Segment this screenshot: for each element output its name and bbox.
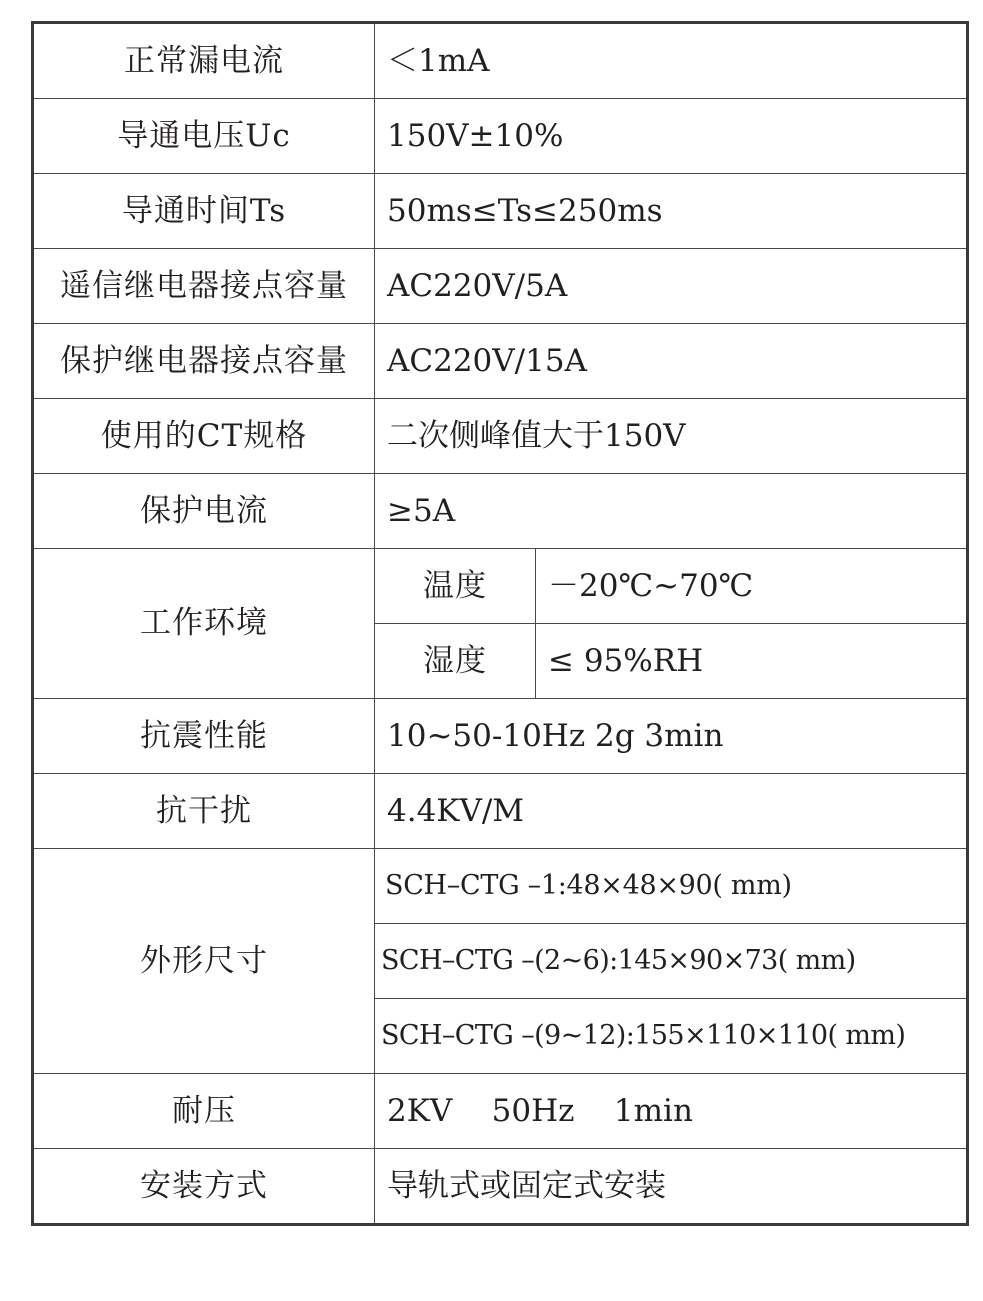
table-row-protection-relay-capacity (33, 324, 968, 399)
dimension-value: SCH–CTG –1:48×48×90( mm) (375, 849, 968, 924)
row-value: ≥5A (375, 474, 968, 549)
row-label: 外形尺寸 (33, 849, 375, 1074)
row-value: 2KV 50Hz 1min (375, 1074, 968, 1149)
row-label: 抗干扰 (33, 774, 375, 849)
dimension-value: SCH–CTG –(9~12):155×110×110( mm) (375, 999, 968, 1074)
table-row-conduction-voltage (33, 99, 968, 174)
row-label: 导通时间Ts (33, 174, 375, 249)
row-value: 4.4KV/M (375, 774, 968, 849)
sub-value-temperature: －20℃~70℃ (536, 549, 968, 624)
table-row-seismic (33, 699, 968, 774)
row-label: 使用的CT规格 (33, 399, 375, 474)
row-label: 耐压 (33, 1074, 375, 1149)
table-row-installation (33, 1149, 968, 1225)
row-label: 正常漏电流 (33, 23, 375, 99)
sub-label-humidity: 湿度 (375, 624, 536, 699)
table-row-interference (33, 774, 968, 849)
table-row-dimensions-1 (33, 849, 968, 924)
table-row-conduction-time (33, 174, 968, 249)
row-value: 50ms≤Ts≤250ms (375, 174, 968, 249)
spec-table (31, 21, 969, 1226)
row-value: 导轨式或固定式安装 (375, 1149, 968, 1225)
row-label: 保护电流 (33, 474, 375, 549)
row-value: AC220V/15A (375, 324, 968, 399)
row-value: ＜1mA (375, 23, 968, 99)
row-label: 遥信继电器接点容量 (33, 249, 375, 324)
row-label: 安装方式 (33, 1149, 375, 1225)
sub-value-humidity: ≤ 95%RH (536, 624, 968, 699)
table-row-signal-relay-capacity (33, 249, 968, 324)
table-row-ct-spec (33, 399, 968, 474)
row-label: 导通电压Uc (33, 99, 375, 174)
row-label: 保护继电器接点容量 (33, 324, 375, 399)
row-value: AC220V/5A (375, 249, 968, 324)
row-label: 抗震性能 (33, 699, 375, 774)
dimension-value: SCH–CTG –(2~6):145×90×73( mm) (375, 924, 968, 999)
row-value: 10~50-10Hz 2g 3min (375, 699, 968, 774)
table-row-protection-current (33, 474, 968, 549)
table-row-withstand-voltage (33, 1074, 968, 1149)
sub-label-temperature: 温度 (375, 549, 536, 624)
table-row-environment-temperature (33, 549, 968, 624)
row-value: 二次侧峰值大于150V (375, 399, 968, 474)
table-row-leakage-current (33, 23, 968, 99)
row-label: 工作环境 (33, 549, 375, 699)
row-value: 150V±10% (375, 99, 968, 174)
